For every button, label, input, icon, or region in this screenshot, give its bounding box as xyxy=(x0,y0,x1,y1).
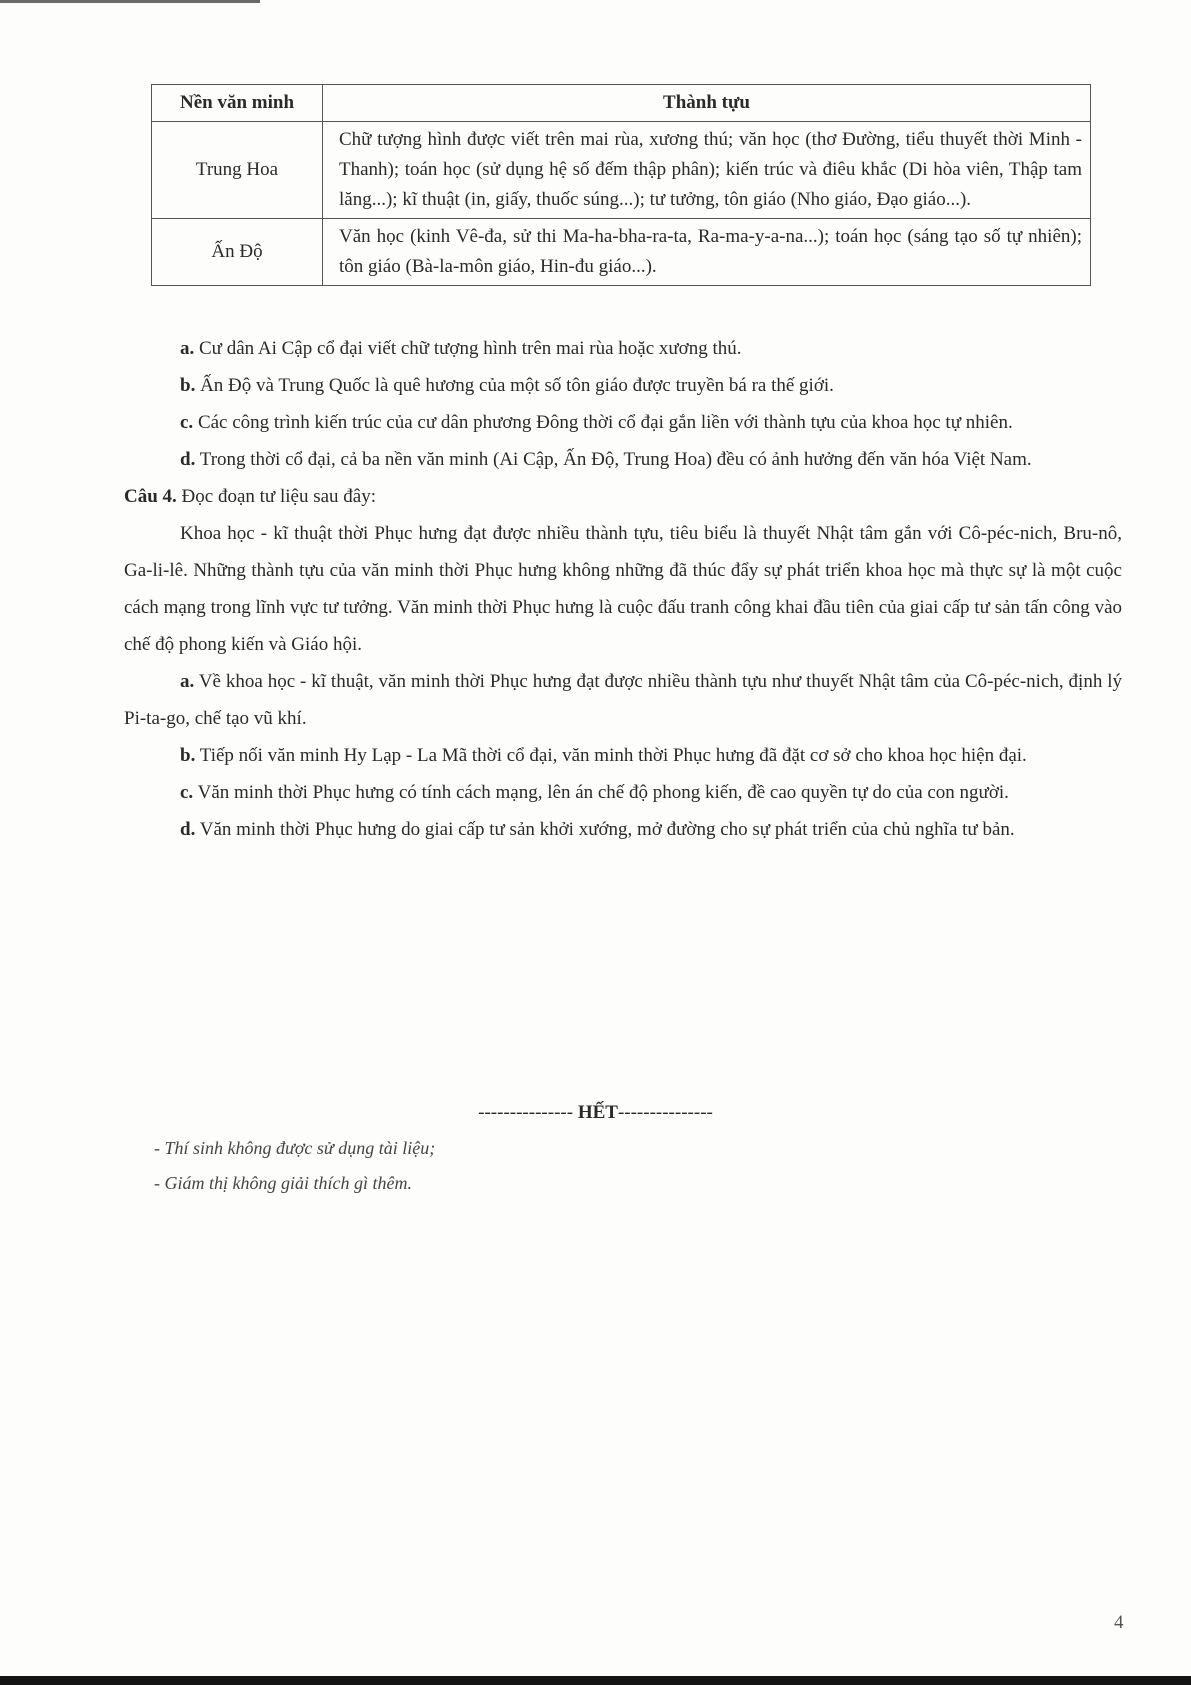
option-b xyxy=(124,737,1122,774)
option-text: Trong thời cổ đại, cả ba nền văn minh (Ai Cập, Ấn Độ, Trung Hoa) đều có ảnh hưởng đến văn hóa Việt Nam. xyxy=(199,449,1032,470)
option-c xyxy=(124,404,1122,441)
page-number: 4 xyxy=(1114,1612,1124,1633)
option-text: Cư dân Ai Cập cổ đại viết chữ tượng hình trên mai rùa hoặc xương thú. xyxy=(199,338,742,359)
question-prompt: Đọc đoạn tư liệu sau đây: xyxy=(181,486,376,507)
table-row xyxy=(152,122,1091,219)
end-word: HẾT xyxy=(577,1102,618,1123)
note-no-materials: - Thí sinh không được sử dụng tài liệu; xyxy=(154,1138,436,1158)
option-d xyxy=(124,441,1122,478)
option-text: Ấn Độ và Trung Quốc là quê hương của một số tôn giáo được truyền bá ra thế giới. xyxy=(200,375,834,396)
option-text: Văn minh thời Phục hưng có tính cách mạng, lên án chế độ phong kiến, đề cao quyền tự do của con người. xyxy=(197,782,1009,803)
question-3-options xyxy=(124,330,1122,848)
question-label: Câu 4. xyxy=(124,486,177,507)
row-achievement-text: Chữ tượng hình được viết trên mai rùa, xương thú; văn học (thơ Đường, tiểu thuyết thời Minh - Thanh); toán học (sử dụng hệ số đếm thập phân); kiến trúc và điêu khắc (Di hòa viên, Thập tam lăng...); kĩ thuật (in, giấy, thuốc súng...); tư tưởng, tôn giáo (Nho giáo, Đạo giáo...). xyxy=(323,122,1091,219)
option-c xyxy=(124,774,1122,811)
row-civilization-name: Trung Hoa xyxy=(152,122,323,219)
end-marker xyxy=(0,1102,1191,1124)
option-label: c. xyxy=(180,782,194,803)
option-text: Văn minh thời Phục hưng do giai cấp tư sản khởi xướng, mở đường cho sự phát triển của chủ nghĩa tư bản. xyxy=(199,819,1015,840)
option-b xyxy=(124,367,1122,404)
option-label: d. xyxy=(180,449,196,470)
option-a xyxy=(124,330,1122,367)
source-passage: Khoa học - kĩ thuật thời Phục hưng đạt được nhiều thành tựu, tiêu biểu là thuyết Nhật tâm gắn với Cô-péc-nich, Bru-nô, Ga-li-lê. Những thành tựu của văn minh thời Phục hưng không những đã thúc đẩy sự phát triển khoa học mà thực sự là một cuộc cách mạng trong lĩnh vực tư tưởng. Văn minh thời Phục hưng là cuộc đấu tranh công khai đầu tiên của giai cấp tư sản tấn công vào chế độ phong kiến và Giáo hội. xyxy=(124,523,1122,655)
option-label: d. xyxy=(180,819,196,840)
option-a xyxy=(124,663,1122,737)
table-header-row xyxy=(152,85,1091,122)
note-no-explanation: - Giám thị không giải thích gì thêm. xyxy=(154,1173,412,1193)
scan-edge-mark xyxy=(0,0,260,3)
end-dashes-right: --------------- xyxy=(617,1102,713,1123)
option-label: b. xyxy=(180,375,196,396)
table-row xyxy=(152,219,1091,286)
header-civilization: Nền văn minh xyxy=(152,85,323,122)
row-achievement-text: Văn học (kinh Vê-đa, sử thi Ma-ha-bha-ra-ta, Ra-ma-y-a-na...); toán học (sáng tạo số tự nhiên); tôn giáo (Bà-la-môn giáo, Hin-đu giáo...). xyxy=(323,219,1091,286)
option-label: a. xyxy=(180,671,195,692)
civilization-table xyxy=(151,84,1091,286)
header-achievement: Thành tựu xyxy=(323,85,1091,122)
option-d xyxy=(124,811,1122,848)
option-text: Các công trình kiến trúc của cư dân phương Đông thời cổ đại gắn liền với thành tựu của khoa học tự nhiên. xyxy=(197,412,1013,433)
option-text: Về khoa học - kĩ thuật, văn minh thời Phục hưng đạt được nhiều thành tựu như thuyết Nhật tâm của Cô-péc-nich, định lý Pi-ta-go, chế tạo vũ khí. xyxy=(124,671,1122,729)
row-civilization-name: Ấn Độ xyxy=(152,219,323,286)
option-label: a. xyxy=(180,338,195,359)
option-label: b. xyxy=(180,745,196,766)
option-label: c. xyxy=(180,412,194,433)
option-text: Tiếp nối văn minh Hy Lạp - La Mã thời cổ đại, văn minh thời Phục hưng đã đặt cơ sở cho khoa học hiện đại. xyxy=(199,745,1027,766)
question-4-heading xyxy=(124,478,1122,515)
end-dashes-left: --------------- xyxy=(478,1102,574,1123)
